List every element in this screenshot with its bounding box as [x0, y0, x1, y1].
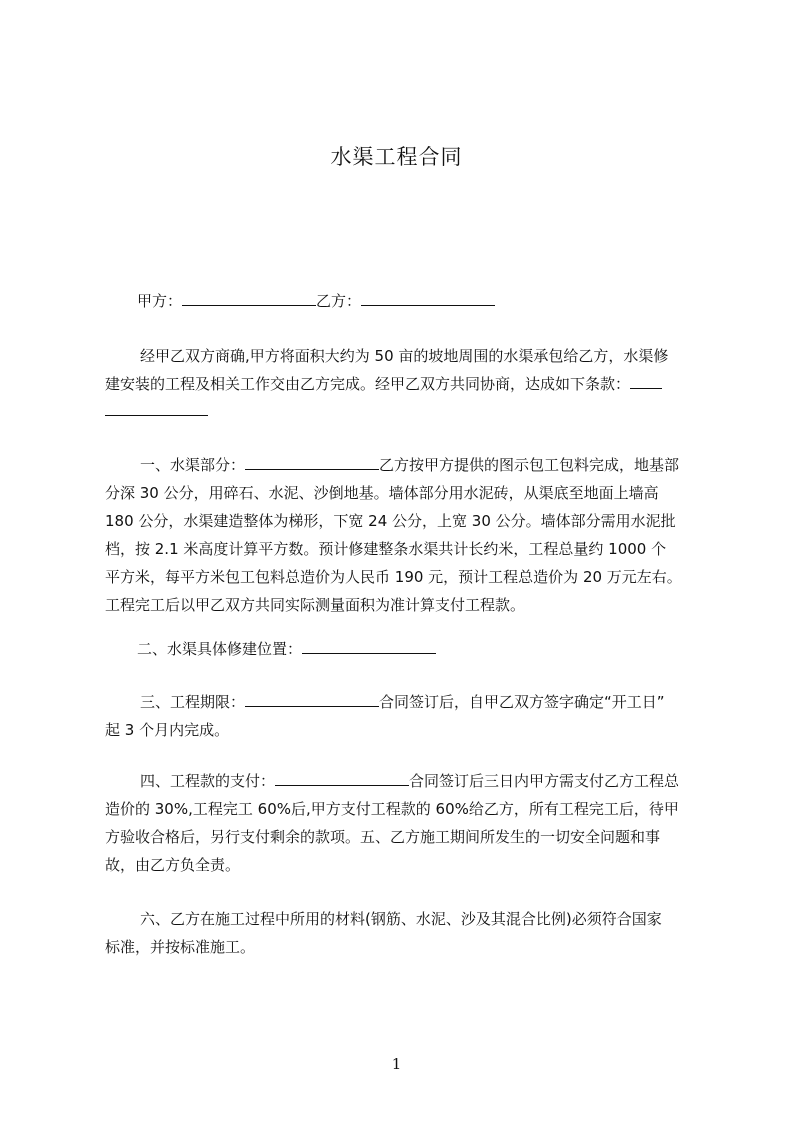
clause2-heading: 二、水渠具体修建位置： — [137, 640, 303, 658]
clause1-line-6: 工程完工后以甲乙双方共同实际测量面积为准计算支付工程款。 — [105, 596, 526, 614]
clause3-blank — [245, 689, 379, 707]
clause1-line-2: 分深 30 公分，用碎石、水泥、沙倒地基。墙体部分用水泥砖，从渠底至地面上墙高 — [105, 484, 659, 502]
clause6-line-2: 标准，并按标准施工。 — [105, 938, 256, 956]
intro-blank-b — [105, 398, 208, 416]
clause4-blank — [275, 768, 409, 786]
party-a-label: 甲方： — [137, 292, 183, 310]
page-number: 1 — [391, 1055, 402, 1073]
clause4-line-2: 造价的 30%,工程完工 60%后,甲方支付工程款的 60%给乙方，所有工程完工后，待甲 — [105, 800, 679, 818]
clause1-first-tail: 乙方按甲方提供的图示包工包料完成，地基部 — [379, 456, 680, 474]
clause1-line-5: 平方米，每平方米包工包料总造价为人民币 190 元，预计工程总造价为 20 万元左右。 — [105, 568, 682, 586]
clause6-line-1: 六、乙方在施工过程中所用的材料(钢筋、水泥、沙及其混合比例)必须符合国家 — [140, 910, 662, 928]
clause3-line-2: 起 3 个月内完成。 — [105, 721, 230, 739]
clause3-first-tail: 合同签订后，自甲乙双方签字确定“开工日” — [379, 693, 665, 711]
intro-line-2 — [105, 370, 662, 398]
clause4-first-line — [140, 767, 679, 795]
intro-line-3 — [105, 397, 208, 425]
clause4-first-tail: 合同签订后三日内甲方需支付乙方工程总 — [409, 772, 680, 790]
party-b-blank — [361, 288, 495, 306]
clause1-heading: 一、水渠部分： — [140, 456, 246, 474]
clause3-first-line — [140, 688, 665, 716]
party-b-label: 乙方： — [316, 292, 362, 310]
intro-line-2-text: 建安装的工程及相关工作交由乙方完成。经甲乙双方共同协商，达成如下条款： — [105, 375, 631, 393]
clause1-line-3: 180 公分，水渠建造整体为梯形，下宽 24 公分，上宽 30 公分。墙体部分需用水泥批 — [105, 512, 676, 530]
clause4-line-3: 方验收合格后，另行支付剩余的款项。五、乙方施工期间所发生的一切安全问题和事 — [105, 828, 661, 846]
party-a-blank — [182, 288, 316, 306]
page-title: 水渠工程合同 — [330, 145, 463, 169]
clause1-first-line — [140, 451, 679, 479]
parties-line — [137, 287, 495, 315]
clause3-heading: 三、工程期限： — [140, 693, 246, 711]
clause4-line-4: 故，由乙方负全责。 — [105, 856, 241, 874]
clause2-line — [137, 635, 436, 663]
clause2-blank — [302, 636, 436, 654]
clause1-blank — [245, 452, 379, 470]
clause1-line-4: 档，按 2.1 米高度计算平方数。预计修建整条水渠共计长约米，工程总量约 1000 个 — [105, 540, 667, 558]
intro-line-1: 经甲乙双方商确,甲方将面积大约为 50 亩的坡地周围的水渠承包给乙方，水渠修 — [140, 347, 669, 365]
clause4-heading: 四、工程款的支付： — [140, 772, 276, 790]
intro-blank-a — [630, 371, 662, 389]
